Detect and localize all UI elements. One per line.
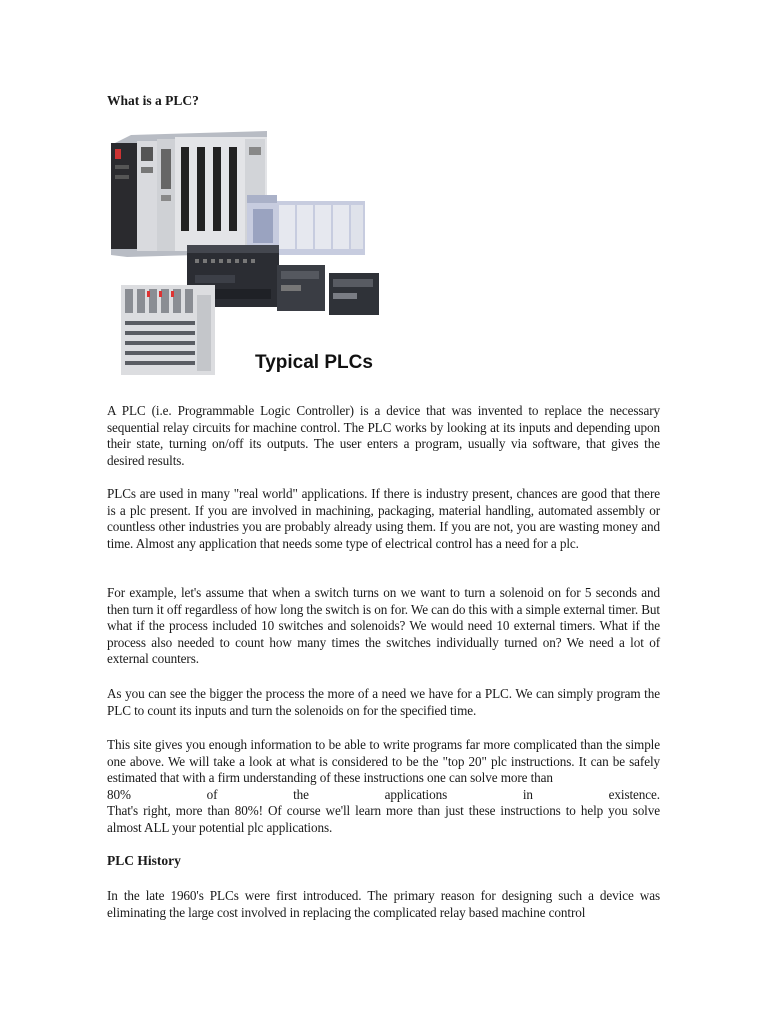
figure-caption: Typical PLCs xyxy=(255,352,373,373)
paragraph-top20 xyxy=(107,737,660,837)
paragraph-applications: PLCs are used in many "real world" applications. If there is industry present, chances are good that there is a plc present. If you are involved in machining, packaging, material handling, automated assembly or countless other industries you are probably already using them. If you are not, you are wasting money and time. Almost any application that needs some type of electrical control has a need for a plc. xyxy=(107,486,660,551)
paragraph-definition: A PLC (i.e. Programmable Logic Controller) is a device that was invented to replace the necessary sequential relay circuits for machine control. The PLC works by looking at its inputs and depending upon their state, turning on/off its outputs. The user enters a program, usually via software, that gives the desired results. xyxy=(107,403,660,468)
plc-hardware-illustration xyxy=(107,125,387,383)
micro-plc-image xyxy=(277,265,379,315)
paragraph-example: For example, let's assume that when a switch turns on we want to turn a solenoid on for 5 seconds and then turn it off regardless of how long the switch is on for. We can do this with a simple external timer. But what if the process included 10 switches and solenoids? We would need 10 external timers. What if the process also needed to count how many times the switches individually turned on? We need a lot of external counters. xyxy=(107,585,660,667)
history-heading: PLC History xyxy=(107,853,181,868)
paragraph-top20-percent: 80% of the applications in existence. xyxy=(107,786,660,802)
typical-plcs-figure xyxy=(107,125,387,383)
page-title: What is a PLC? xyxy=(107,93,199,108)
paragraph-top20-closing: That's right, more than 80%! Of course we'll learn more than just these instructions to help you solve almost ALL your potential plc applications. xyxy=(107,803,660,835)
terminal-io-image xyxy=(121,285,215,375)
rack-plc-image xyxy=(111,131,267,257)
paragraph-history: In the late 1960's PLCs were first introduced. The primary reason for designing such a device was eliminating the large cost involved in replacing the complicated relay based machine control xyxy=(107,888,660,920)
paragraph-top20-text: This site gives you enough information to be able to write programs far more complicated than the simple one above. We will take a look at what is considered to be the "top 20" plc instructions. It can be safely estimated that with a firm understanding of these instructions one can solve more than xyxy=(107,737,660,786)
paragraph-need: As you can see the bigger the process the more of a need we have for a PLC. We can simply program the PLC to count its inputs and turn the solenoids on for the specified time. xyxy=(107,686,660,718)
